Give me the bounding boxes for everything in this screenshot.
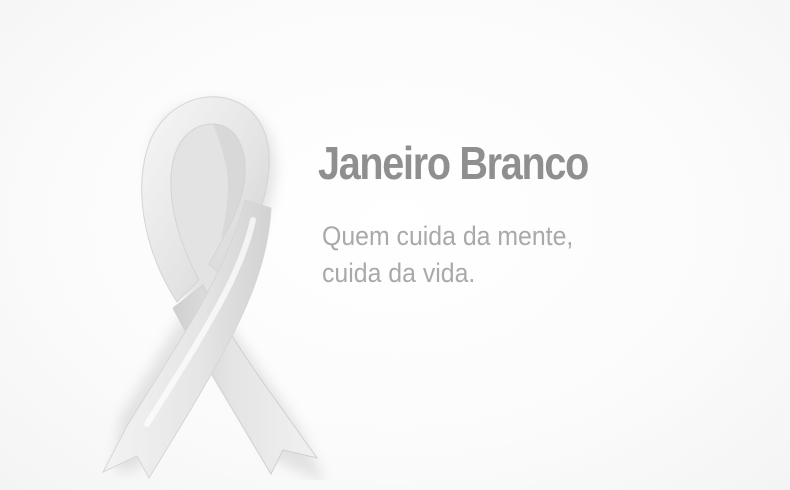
awareness-ribbon-icon bbox=[85, 80, 335, 480]
campaign-tagline bbox=[322, 218, 573, 292]
campaign-title: Janeiro Branco bbox=[318, 137, 588, 189]
tagline-line-2: cuida da vida. bbox=[322, 258, 476, 288]
tagline-line-1: Quem cuida da mente, bbox=[322, 221, 574, 251]
